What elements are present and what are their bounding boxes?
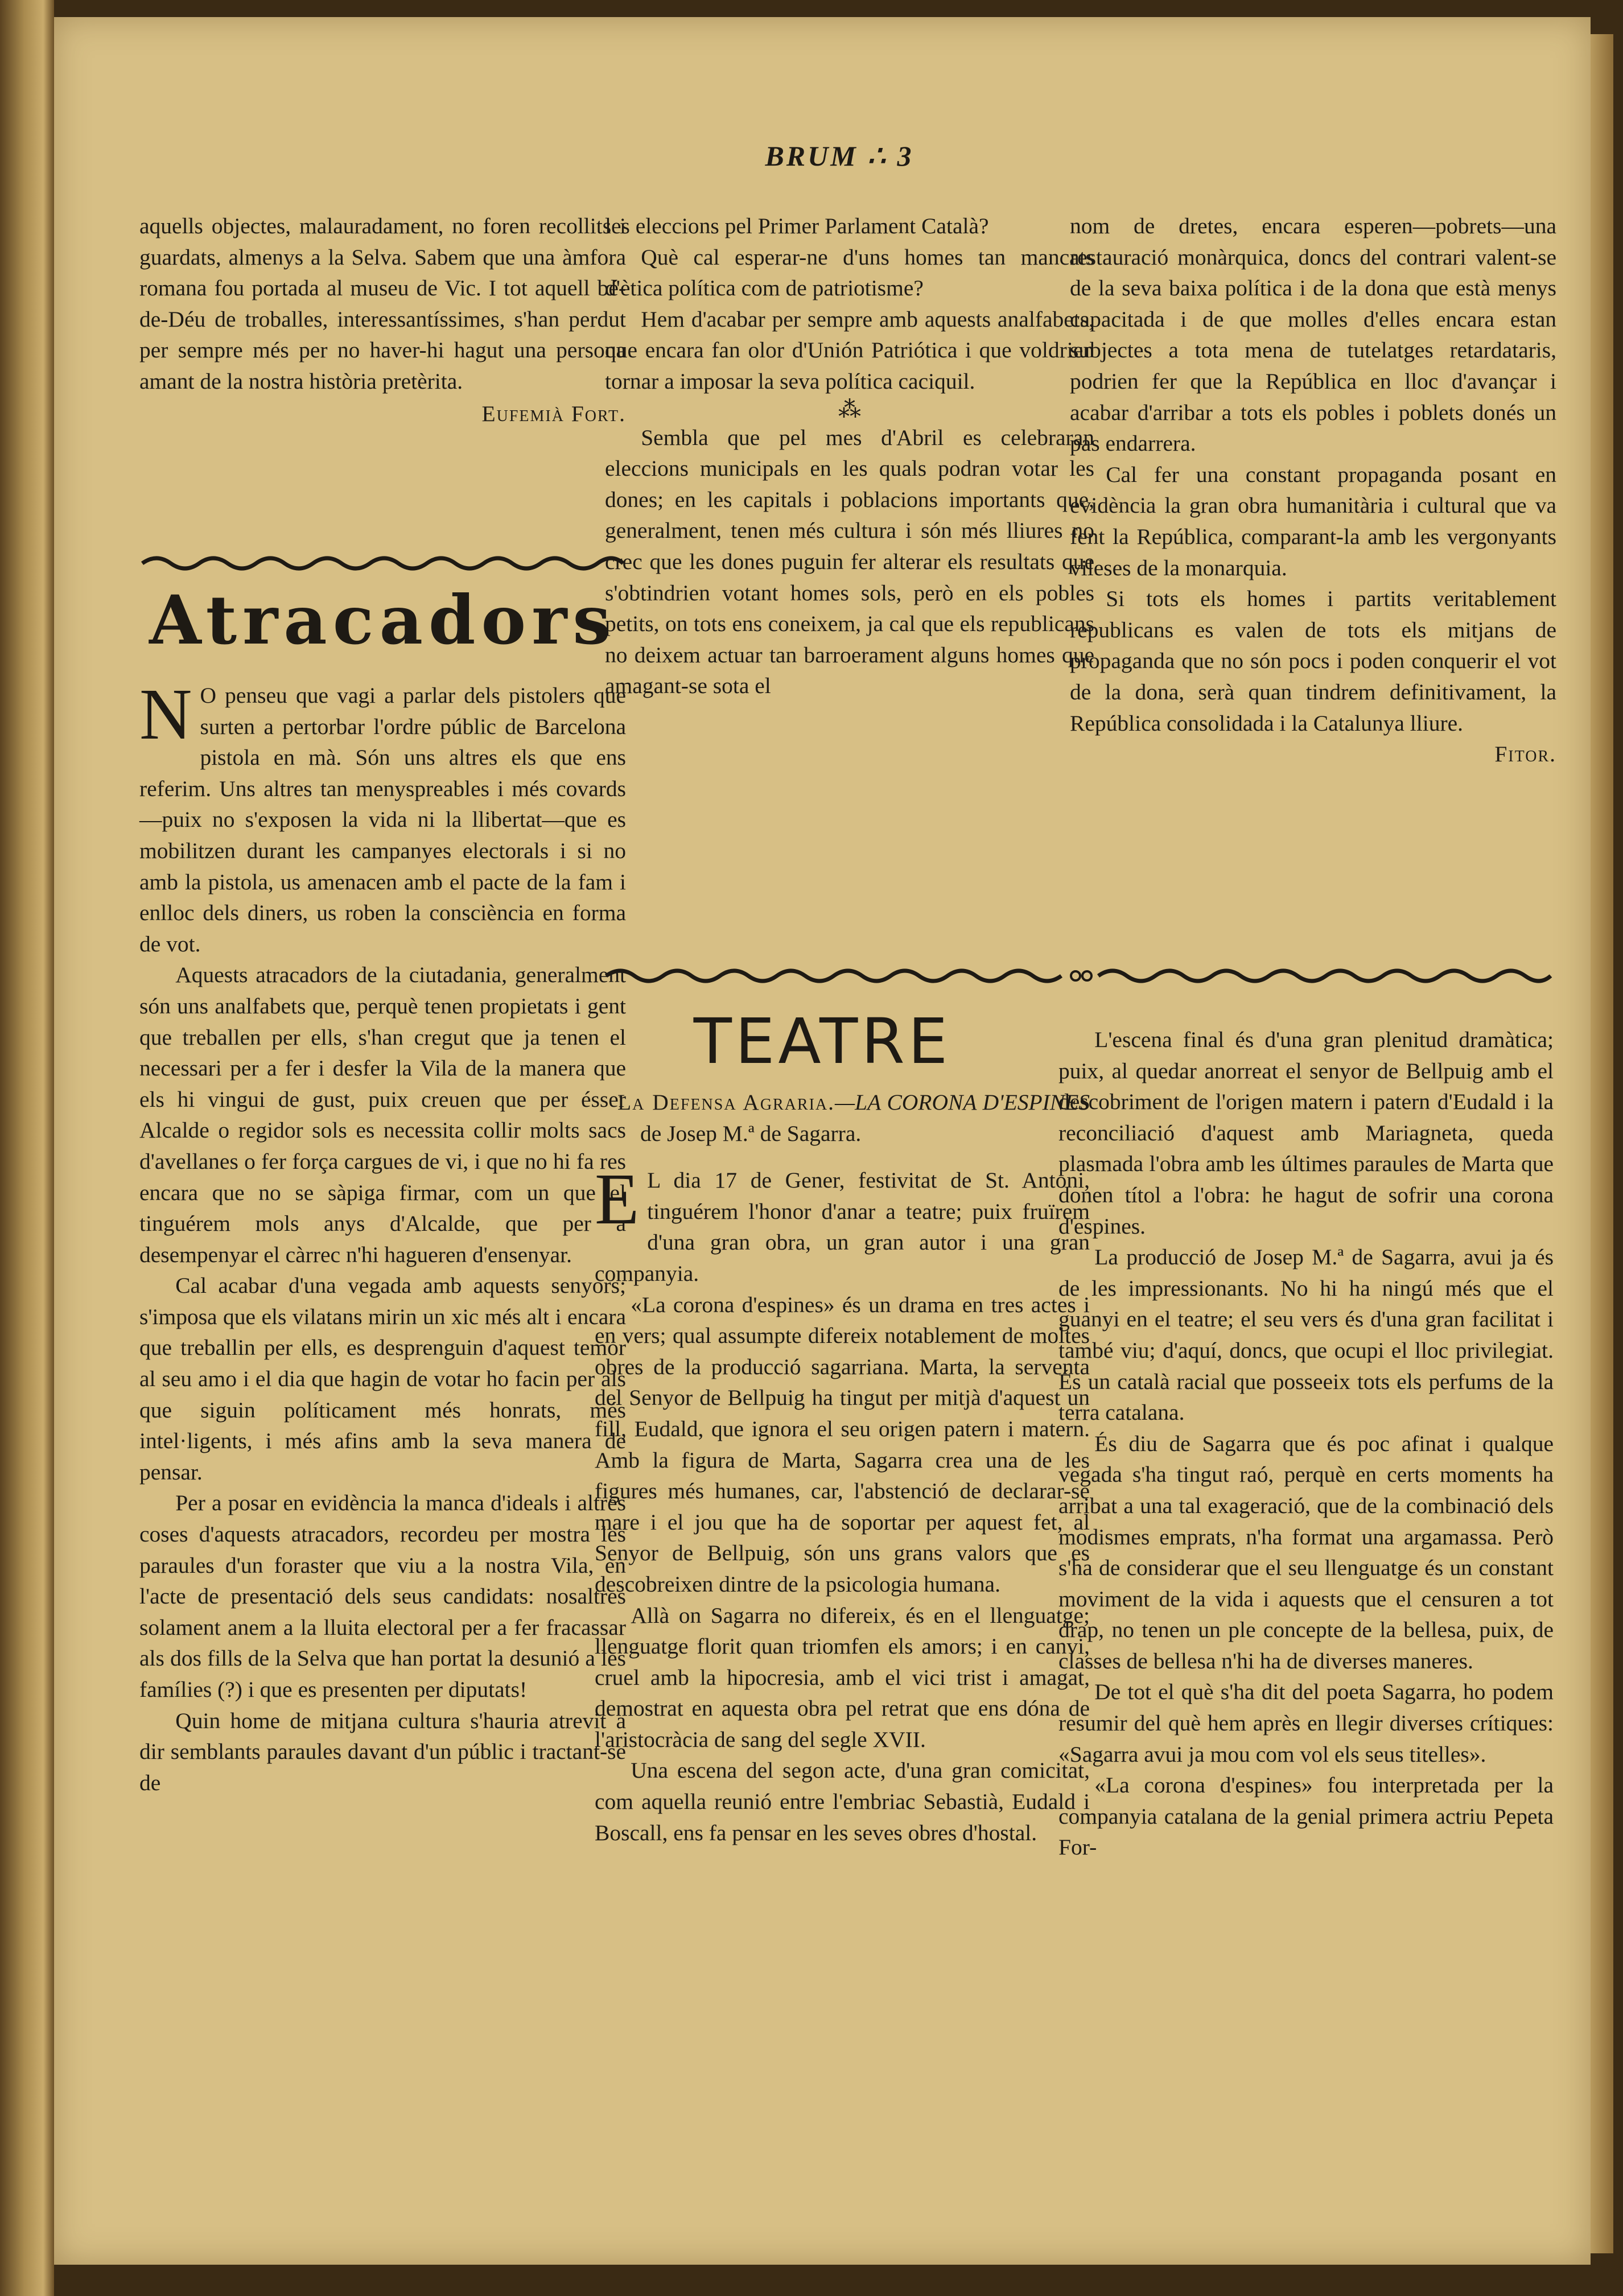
newspaper-page bbox=[54, 17, 1591, 2265]
teatre-right-paragraph-5: «La corona d'espines» fou interpretada per la companyia catalana de la genial primera actriu Pepeta For- bbox=[1058, 1773, 1554, 1860]
teatre-paragraph-1-text: L dia 17 de Gener, festivitat de St. Antoni, tinguérem l'honor d'anar a teatre; puix fruïrem d'una gran obra, un gran autor i una gran companyia. bbox=[595, 1168, 1090, 1286]
page-edge bbox=[1591, 34, 1613, 2253]
column-middle-top bbox=[605, 211, 1094, 702]
dropcap: N bbox=[139, 674, 192, 755]
teatre-column-middle bbox=[595, 1087, 1090, 1848]
article-title-atracadors: Atracadors bbox=[149, 580, 616, 659]
ornament-divider-wide bbox=[603, 964, 1554, 987]
signature-eufemia-fort: Eufemià Fort. bbox=[481, 401, 626, 426]
middle-paragraph-4: Sembla que pel mes d'Abril es celebraran eleccions municipals en les quals podran votar les dones; en les capitals i poblacions importants que, generalment, tenen més cultura i són més lliures no crec que les dones puguin fer alterar els resultats que s'obtindrien votant homes sols, però en els pobles petits, on tots ens coneixem, ja cal que els republicans no deixem actuar tan barroerament alguns homes que amagant-se sota el bbox=[605, 424, 1094, 699]
right-paragraph-3: Si tots els homes i partits veritablement republicans es valen de tots els mitjans de propaganda que no són pocs i poden conquerir el vot de la dona, serà quan tindrem definitivament, la República consolidada i la Catalunya lliure. bbox=[1070, 586, 1556, 736]
teatre-subhead bbox=[617, 1087, 1090, 1149]
signature-fitor: Fitor. bbox=[1494, 741, 1556, 767]
teatre-paragraph-2: «La corona d'espines» és un drama en tres actes i en vers; qual assumpte difereix notablement de moltes obres de la producció sagarriana. Marta, la serventa del Senyor de Bellpuig ha tingut per mitjà d'aquest un fill, Eudald, que ignora el seu origen patern i matern. Amb la figura de Marta, Sagarra crea una de les figures més humanes, car, l'abstenció de declarar-se mare i el jou que ha de soportar per aquest fet, al Senyor de Bellpuig, són uns grans valors que es descobreixen dintre de la psicologia humana. bbox=[595, 1292, 1090, 1597]
article-title-teatre: TEATRE bbox=[693, 1005, 951, 1078]
teatre-venue: La Defensa Agraria. bbox=[617, 1090, 835, 1115]
teatre-paragraph-4: Una escena del segon acte, d'una gran comicitat, com aquella reunió entre l'embriac Sebastià, Eudald i Boscall, ens fa pensar en les seves obres d'hostal. bbox=[595, 1758, 1090, 1845]
page-header: BRUM ∴ 3 bbox=[765, 140, 914, 172]
atracadors-paragraph-1-text: O penseu que vagi a parlar dels pistolers que surten a pertorbar l'ordre públic de Barcelona pistola en mà. Són uns altres els que ens referim. Uns altres tan menyspreables i més covards—puix no s'exposen la vida ni la llibertat—que es mobilitzen durant les campanyes electorals i si no amb la pistola, us amenacen amb el pacte de la fam i enlloc dels diners, us roben la consciència en forma de vot. bbox=[139, 683, 626, 957]
middle-paragraph-3: Hem d'acabar per sempre amb aquests analfabets, que encara fan olor d'Unión Patriótica i que voldrien tornar a imposar la seva política caciquil. bbox=[605, 306, 1094, 394]
atracadors-paragraph-4: Per a posar en evidència la manca d'ideals i altres coses d'aquests atracadors, recordeu per mostra les paraules d'un foraster que viu a la nostra Vila, en l'acte de presentació dels seus candidats: nosaltres solament anem a la lluita electoral per a fer fracassar als dos fills de la Selva que han portat la desunió a les famílies (?) i que es presenten per diputats! bbox=[139, 1490, 626, 1702]
teatre-work: —LA CORONA D'ESPINES bbox=[835, 1090, 1090, 1115]
middle-paragraph-2: Què cal esperar-ne d'uns homes tan mancats d'ètica política com de patriotisme? bbox=[605, 244, 1094, 301]
column-right-top bbox=[1070, 211, 1556, 770]
right-paragraph-2: Cal fer una constant propaganda posant en evidència la gran obra humanitària i cultural que va fent la República, comparant-la amb les vergonyants vileses de la monarquia. bbox=[1070, 461, 1556, 580]
dropcap-e: E bbox=[595, 1159, 640, 1240]
teatre-right-paragraph-3: És diu de Sagarra que és poc afinat i qualque vegada s'ha tingut raó, perquè en certs moments ha arribat a una tal exageració, que de la combinació dels modismes emprats, n'ha format una argamassa. Però s'ha de considerar que el seu llenguatge és un constant moviment de la vida i aquests que el censuren a tot drap, no tenen un ple concepte de la bellesa, puix, de classes de bellesa n'hi ha de diverses maneres. bbox=[1058, 1431, 1554, 1673]
atracadors-paragraph-1 bbox=[139, 674, 626, 959]
teatre-column-right bbox=[1058, 1024, 1554, 1863]
teatre-author: de Josep M.ª de Sagarra. bbox=[640, 1120, 862, 1146]
article-atracadors bbox=[139, 674, 626, 1798]
atracadors-paragraph-5: Quin home de mitjana cultura s'hauria atrevit a dir semblants paraules davant d'un públic i tractant-se de bbox=[139, 1708, 626, 1795]
article-continuation: aquells objectes, malauradament, no foren recollits i guardats, almenys a la Selva. Sabem que una àmfora romana fou portada al museu de Vic. I tot aquell bé-de-Déu de troballes, interessantíssimes, s'han perdut per sempre més per no haver-hi hagut una persona amant de la nostra història pretèrita. bbox=[139, 213, 626, 394]
teatre-right-paragraph-2: La producció de Josep M.ª de Sagarra, avui ja és de les impressionants. No hi ha ningú més que el guanyi en el teatre; el seu vers és d'una gran facilitat i també viu; d'aquí, doncs, que ocupi el lloc privilegiat. És un català racial que posseeix tots els perfums de la terra catalana. bbox=[1058, 1244, 1554, 1425]
section-stars: ⁂ bbox=[838, 396, 861, 422]
right-paragraph-1: nom de dretes, encara esperen—pobrets—una restauració monàrquica, doncs del contrari valent-se de la seva baixa política i de la dona que està menys capacitada i de que molles d'elles encara estan subjectes a tota mena de tutelatges retardataris, podrien fer que la República en lloc d'avançar i acabar d'arribar a tots els pobles i poblets donés un pas endarrera. bbox=[1070, 213, 1556, 456]
atracadors-paragraph-3: Cal acabar d'una vegada amb aquests senyors; s'imposa que els vilatans mirin un xic més alt i encara que treballin per ells, es desprenguin d'aquest temor al seu amo i el dia que hagin de votar ho facin per als que siguin políticament més honrats, més intel·ligents, i més afins amb la seva manera de pensar. bbox=[139, 1273, 626, 1485]
ornament-divider bbox=[139, 552, 626, 575]
book-spine bbox=[0, 0, 54, 2296]
atracadors-paragraph-2: Aquests atracadors de la ciutadania, generalment són uns analfabets que, perquè tenen propietats i gent que treballen per ells, s'han cregut que ja tenen el necessari per a fer i desfer la Vila de la manera que els hi vingui de gust, puix creuen que per ésser Alcalde o regidor sols es necessita collir molts sacs d'avellanes o fer força cargues de vi, i que no hi fa res encara que no se sàpiga firmar, com un que el tinguérem mols anys d'Alcalde, que per a desempenyar el càrrec n'hi hagueren d'ensenyar. bbox=[139, 962, 626, 1267]
middle-paragraph-1: les eleccions pel Primer Parlament Català? bbox=[605, 213, 989, 238]
teatre-right-paragraph-1: L'escena final és d'una gran plenitud dramàtica; puix, al quedar anorreat el senyor de Bellpuig amb el descobriment de l'origen matern i patern d'Eudald i la reconciliació d'aquest amb Mariagneta, queda plasmada l'obra amb les últimes paraules de Marta que donen títol a l'obra: he hagut de sofrir una corona d'espines. bbox=[1058, 1027, 1554, 1239]
teatre-right-paragraph-4: De tot el què s'ha dit del poeta Sagarra, ho podem resumir del què hem après en llegir diverses crítiques: «Sagarra avui ja mou com vol els seus titelles». bbox=[1058, 1679, 1554, 1767]
column-left bbox=[139, 211, 626, 429]
teatre-paragraph-1 bbox=[595, 1159, 1090, 1289]
teatre-paragraph-3: Allà on Sagarra no difereix, és en el llenguatge; llenguatge florit quan triomfen els amors; i en canvi, cruel amb la hipocresia, amb el vici trist i amagat, demostrat en aquesta obra pel retrat que ens dóna de l'aristocràcia de sang del segle XVII. bbox=[595, 1602, 1090, 1752]
